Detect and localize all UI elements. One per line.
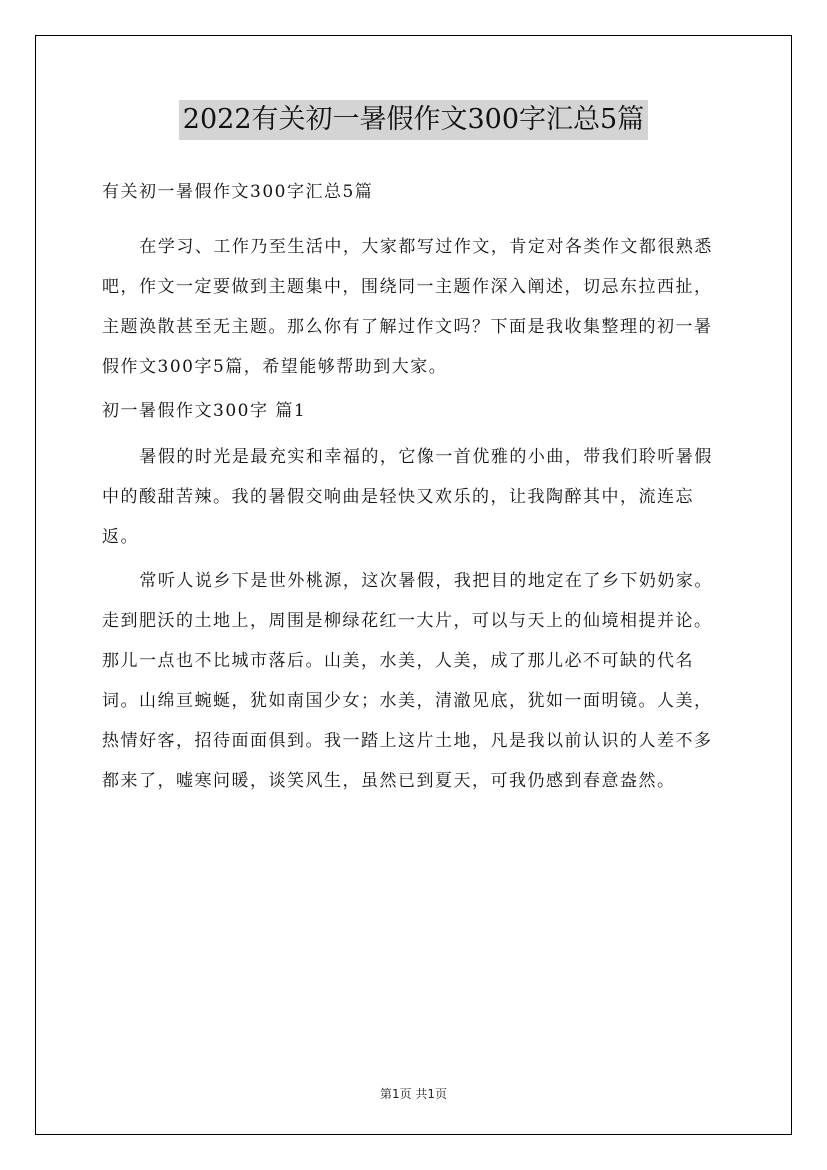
document-body: [102, 172, 727, 801]
intro-paragraph: 在学习、工作乃至生活中，大家都写过作文，肯定对各类作文都很熟悉吧，作文一定要做到主题集中，围绕同一主题作深入阐述，切忌东拉西扯，主题涣散甚至无主题。那么你有了解过作文吗？下面是我收集整理的初一暑假作文300字5篇，希望能够帮助到大家。: [102, 237, 713, 377]
body-paragraph-2: 常听人说乡下是世外桃源，这次暑假，我把目的地定在了乡下奶奶家。走到肥沃的土地上，周围是柳绿花红一大片，可以与天上的仙境相提并论。那儿一点也不比城市落后。山美，水美，人美，成了那儿必不可缺的代名词。山绵亘蜿蜒，犹如南国少女；水美，清澈见底，犹如一面明镜。人美，热情好客，招待面面俱到。我一踏上这片土地，凡是我以前认识的人差不多都来了，嘘寒问暖，谈笑风生，虽然已到夏天，可我仍感到春意盎然。: [102, 571, 713, 791]
document-subtitle: 有关初一暑假作文300字汇总5篇: [102, 182, 374, 202]
section-heading: 初一暑假作文300字 篇1: [102, 401, 307, 421]
page-footer: 第1页 共1页: [379, 1087, 448, 1101]
body-paragraph-1: 暑假的时光是最充实和幸福的，它像一首优雅的小曲，带我们聆听暑假中的酸甜苦辣。我的暑假交响曲是轻快又欢乐的，让我陶醉其中，流连忘返。: [102, 447, 713, 547]
title-container: [0, 100, 827, 140]
document-title: 2022有关初一暑假作文300字汇总5篇: [179, 100, 648, 140]
